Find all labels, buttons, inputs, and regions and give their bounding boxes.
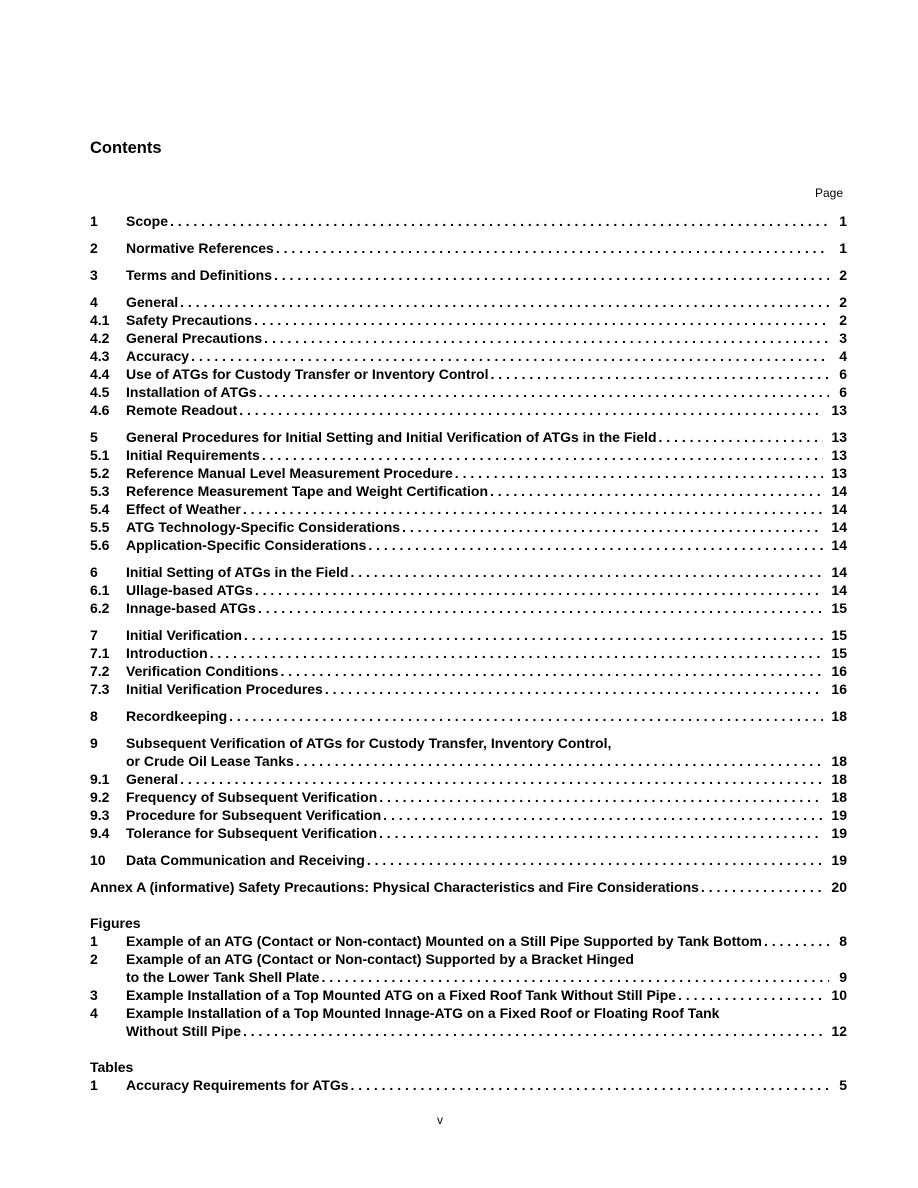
toc-spacer — [90, 869, 847, 878]
toc-entry-title: Normative References — [126, 240, 274, 256]
toc-entry-page: 10 — [831, 987, 847, 1003]
toc-dot-leader — [180, 293, 829, 311]
toc-entry-title: Procedure for Subsequent Verification — [126, 807, 382, 823]
toc-entry-number: 1 — [90, 213, 98, 229]
toc-entry[interactable] — [90, 464, 847, 482]
toc-spacer — [90, 419, 847, 428]
toc-spacer — [90, 698, 847, 707]
toc-entry-number: 5.2 — [90, 465, 110, 481]
toc-entry-page: 15 — [831, 600, 847, 616]
toc-entry-title: Recordkeeping — [126, 708, 228, 724]
toc-entry-number: 5.4 — [90, 501, 110, 517]
toc-entry-title: Scope — [126, 213, 169, 229]
toc-dot-leader — [255, 581, 824, 599]
toc-dot-leader — [244, 626, 824, 644]
toc-entry[interactable] — [90, 266, 847, 284]
toc-dot-leader — [455, 464, 824, 482]
toc-dot-leader — [490, 365, 829, 383]
toc-entry-title: General Procedures for Initial Setting and Initial Verification of ATGs in the Field — [126, 429, 657, 445]
toc-entry-title: Example Installation of a Top Mounted Innage-ATG on a Fixed Roof or Floating Roof Tank — [126, 1005, 720, 1021]
toc-entry[interactable] — [90, 581, 847, 599]
toc-dot-leader — [764, 932, 829, 950]
toc-entry-page: 1 — [839, 213, 847, 229]
toc-entry[interactable] — [90, 932, 847, 950]
toc-dot-leader — [678, 986, 823, 1004]
toc-entry-page: 8 — [839, 933, 847, 949]
toc-entry[interactable] — [90, 851, 847, 869]
toc-dot-leader — [254, 311, 829, 329]
toc-entry-number: 1 — [90, 933, 98, 949]
toc-entry-title: Introduction — [126, 645, 208, 661]
toc-dot-leader — [243, 500, 824, 518]
toc-entry-title: Initial Setting of ATGs in the Field — [126, 564, 349, 580]
toc-entry[interactable] — [90, 734, 847, 752]
toc-entry[interactable] — [90, 770, 847, 788]
toc-spacer — [90, 896, 847, 914]
toc-entry-page: 18 — [831, 753, 847, 769]
toc-entry[interactable] — [90, 950, 847, 968]
toc-dot-leader — [280, 662, 823, 680]
toc-entry-page: 13 — [831, 447, 847, 463]
toc-entry-title: Example of an ATG (Contact or Non-contact) Mounted on a Still Pipe Supported by Tank Bottom — [126, 933, 762, 949]
toc-entry-number: 7.3 — [90, 681, 110, 697]
toc-entry-page: 19 — [831, 825, 847, 841]
toc-dot-leader — [368, 536, 823, 554]
toc-entry-page: 16 — [831, 663, 847, 679]
toc-entry-page: 13 — [831, 402, 847, 418]
toc-entry-number: 9.1 — [90, 771, 110, 787]
toc-entry-page: 14 — [831, 564, 847, 580]
toc-entry[interactable] — [90, 788, 847, 806]
toc-entry[interactable] — [90, 293, 847, 311]
toc-entry-page: 6 — [839, 384, 847, 400]
toc-entry[interactable] — [90, 1076, 847, 1094]
toc-entry-number: 5.3 — [90, 483, 110, 499]
toc-entry-page: 18 — [831, 771, 847, 787]
toc-dot-leader — [229, 707, 823, 725]
toc-spacer — [90, 617, 847, 626]
toc-entry-number: 3 — [90, 987, 98, 1003]
toc-entry[interactable] — [90, 1022, 847, 1040]
toc-spacer — [90, 725, 847, 734]
toc-dot-leader — [239, 401, 823, 419]
toc-entry-page: 1 — [839, 240, 847, 256]
toc-spacer — [90, 842, 847, 851]
toc-spacer — [90, 257, 847, 266]
toc-entry[interactable] — [90, 752, 847, 770]
toc-entry-number: 4.1 — [90, 312, 110, 328]
toc-entry-page: 14 — [831, 537, 847, 553]
toc-entry[interactable] — [90, 1004, 847, 1022]
toc-entry-page: 9 — [839, 969, 847, 985]
page-column-label: Page — [814, 186, 843, 200]
toc-entry-title: to the Lower Tank Shell Plate — [126, 969, 320, 985]
toc-entry-page: 4 — [839, 348, 847, 364]
toc-entry-title: Terms and Definitions — [126, 267, 272, 283]
toc-entry-page: 6 — [839, 366, 847, 382]
toc-entry-page: 13 — [831, 429, 847, 445]
toc-dot-leader — [402, 518, 823, 536]
toc-entry-title: Use of ATGs for Custody Transfer or Inventory Control — [126, 366, 489, 382]
toc-dot-leader — [296, 752, 824, 770]
toc-entry-title: Accuracy Requirements for ATGs — [126, 1077, 349, 1093]
toc-entry-page: 13 — [831, 465, 847, 481]
toc-entry-page: 20 — [831, 879, 847, 895]
toc-dot-leader — [170, 212, 829, 230]
toc-entry-title: Data Communication and Receiving — [126, 852, 365, 868]
toc-dot-leader — [259, 383, 829, 401]
toc-entry-page: 16 — [831, 681, 847, 697]
toc-entry-number: 8 — [90, 708, 98, 724]
toc-entry-page: 14 — [831, 582, 847, 598]
toc-spacer — [90, 554, 847, 563]
toc-dot-leader — [490, 482, 823, 500]
toc-entry-title: Frequency of Subsequent Verification — [126, 789, 378, 805]
toc-entry-page: 3 — [839, 330, 847, 346]
toc-entry-number: 4.6 — [90, 402, 110, 418]
toc-dot-leader — [264, 329, 829, 347]
toc-entry-number: 5.1 — [90, 447, 110, 463]
toc-entry[interactable] — [90, 986, 847, 1004]
toc-entry[interactable] — [90, 968, 847, 986]
toc-entry-number: 4.2 — [90, 330, 110, 346]
toc-entry-title: Initial Requirements — [126, 447, 260, 463]
toc-entry-number: 2 — [90, 240, 98, 256]
toc-entry[interactable] — [90, 482, 847, 500]
toc-entry[interactable] — [90, 644, 847, 662]
toc-entry-title: Remote Readout — [126, 402, 238, 418]
toc-entry-number: 9.3 — [90, 807, 110, 823]
toc-entry-title: Ullage-based ATGs — [126, 582, 253, 598]
toc-entry-page: 12 — [831, 1023, 847, 1039]
toc-entry[interactable] — [90, 329, 847, 347]
toc-dot-leader — [243, 1022, 823, 1040]
toc-entry[interactable] — [90, 446, 847, 464]
toc-entry[interactable] — [90, 401, 847, 419]
toc-entry-number: 6 — [90, 564, 98, 580]
toc-entry-title: Initial Verification — [126, 627, 242, 643]
toc-entry-number: 7 — [90, 627, 98, 643]
toc-entry-title: Verification Conditions — [126, 663, 279, 679]
toc-entry[interactable] — [90, 428, 847, 446]
toc-entry[interactable] — [90, 347, 847, 365]
toc-entry-title: Example Installation of a Top Mounted ATG on a Fixed Roof Tank Without Still Pipe — [126, 987, 677, 1003]
toc-dot-leader — [701, 878, 824, 896]
toc-entry-number: 5 — [90, 429, 98, 445]
toc-entry-page: 14 — [831, 519, 847, 535]
toc-entry[interactable] — [90, 518, 847, 536]
toc-dot-leader — [321, 968, 829, 986]
toc-entry-number: 4 — [90, 294, 98, 310]
toc-entry-number: 7.2 — [90, 663, 110, 679]
toc-dot-leader — [262, 446, 824, 464]
toc-entry[interactable] — [90, 662, 847, 680]
table-of-contents — [90, 212, 847, 1094]
toc-entry[interactable] — [90, 563, 847, 581]
toc-entry-title: Innage-based ATGs — [126, 600, 256, 616]
toc-entry-title: Safety Precautions — [126, 312, 253, 328]
toc-entry-number: 10 — [90, 852, 106, 868]
toc-entry-number: 4.3 — [90, 348, 110, 364]
toc-dot-leader — [659, 428, 824, 446]
toc-entry[interactable] — [90, 311, 847, 329]
toc-entry-title: Annex A (informative) Safety Precautions: Physical Characteristics and Fire Considerations — [90, 879, 699, 895]
toc-entry-number: 3 — [90, 267, 98, 283]
toc-section-label: Tables — [90, 1059, 134, 1075]
toc-spacer — [90, 1040, 847, 1058]
toc-entry-title: Application-Specific Considerations — [126, 537, 367, 553]
toc-entry-title: Accuracy — [126, 348, 190, 364]
toc-entry[interactable] — [90, 680, 847, 698]
toc-entry-number: 5.5 — [90, 519, 110, 535]
toc-entry-number: 6.2 — [90, 600, 110, 616]
toc-entry[interactable] — [90, 383, 847, 401]
toc-entry-page: 18 — [831, 789, 847, 805]
page-folio: v — [437, 1113, 443, 1127]
toc-entry-title: Reference Measurement Tape and Weight Certification — [126, 483, 489, 499]
toc-entry[interactable] — [90, 806, 847, 824]
toc-entry[interactable] — [90, 626, 847, 644]
toc-dot-leader — [379, 824, 823, 842]
toc-entry-number: 5.6 — [90, 537, 110, 553]
toc-entry[interactable] — [90, 365, 847, 383]
toc-dot-leader — [210, 644, 824, 662]
toc-entry-page: 2 — [839, 294, 847, 310]
toc-dot-leader — [351, 1076, 829, 1094]
toc-entry-title: Installation of ATGs — [126, 384, 257, 400]
toc-entry[interactable] — [90, 500, 847, 518]
toc-spacer — [90, 230, 847, 239]
toc-entry-number: 9.4 — [90, 825, 110, 841]
toc-entry-number: 9 — [90, 735, 98, 751]
toc-entry[interactable] — [90, 824, 847, 842]
toc-entry-page: 14 — [831, 483, 847, 499]
toc-entry[interactable] — [90, 536, 847, 554]
toc-entry-title: Effect of Weather — [126, 501, 241, 517]
toc-dot-leader — [325, 680, 824, 698]
toc-dot-leader — [350, 563, 823, 581]
toc-dot-leader — [276, 239, 829, 257]
toc-entry-page: 2 — [839, 267, 847, 283]
toc-dot-leader — [258, 599, 824, 617]
toc-entry[interactable] — [90, 878, 847, 896]
toc-entry-title: or Crude Oil Lease Tanks — [126, 753, 294, 769]
toc-dot-leader — [274, 266, 829, 284]
toc-entry-number: 4 — [90, 1005, 98, 1021]
toc-entry[interactable] — [90, 239, 847, 257]
toc-entry-page: 15 — [831, 645, 847, 661]
toc-entry-title: General — [126, 294, 179, 310]
toc-entry-title: Reference Manual Level Measurement Procedure — [126, 465, 453, 481]
toc-entry-page: 19 — [831, 852, 847, 868]
toc-entry-page: 5 — [839, 1077, 847, 1093]
toc-entry-number: 4.5 — [90, 384, 110, 400]
toc-entry-page: 19 — [831, 807, 847, 823]
toc-entry-number: 1 — [90, 1077, 98, 1093]
toc-entry[interactable] — [90, 599, 847, 617]
toc-entry-page: 2 — [839, 312, 847, 328]
toc-dot-leader — [367, 851, 824, 869]
toc-entry[interactable] — [90, 212, 847, 230]
toc-dot-leader — [180, 770, 823, 788]
toc-entry-title: Tolerance for Subsequent Verification — [126, 825, 378, 841]
toc-entry[interactable] — [90, 707, 847, 725]
toc-entry-page: 14 — [831, 501, 847, 517]
toc-entry-title: Initial Verification Procedures — [126, 681, 323, 697]
toc-entry-title: ATG Technology-Specific Considerations — [126, 519, 401, 535]
toc-entry-title: General Precautions — [126, 330, 263, 346]
toc-entry-number: 4.4 — [90, 366, 110, 382]
toc-entry-title: General — [126, 771, 179, 787]
toc-entry-number: 9.2 — [90, 789, 110, 805]
toc-entry-page: 15 — [831, 627, 847, 643]
toc-entry-title: Example of an ATG (Contact or Non-contact) Supported by a Bracket Hinged — [126, 951, 634, 967]
toc-entry-title: Without Still Pipe — [126, 1023, 241, 1039]
contents-heading: Contents — [90, 139, 162, 157]
toc-dot-leader — [379, 788, 823, 806]
toc-dot-leader — [191, 347, 829, 365]
toc-entry-title: Subsequent Verification of ATGs for Custody Transfer, Inventory Control, — [126, 735, 612, 751]
toc-spacer — [90, 284, 847, 293]
toc-entry-number: 6.1 — [90, 582, 110, 598]
toc-entry-page: 18 — [831, 708, 847, 724]
toc-dot-leader — [383, 806, 823, 824]
toc-section-label: Figures — [90, 915, 141, 931]
toc-entry-number: 2 — [90, 951, 98, 967]
toc-entry-number: 7.1 — [90, 645, 110, 661]
